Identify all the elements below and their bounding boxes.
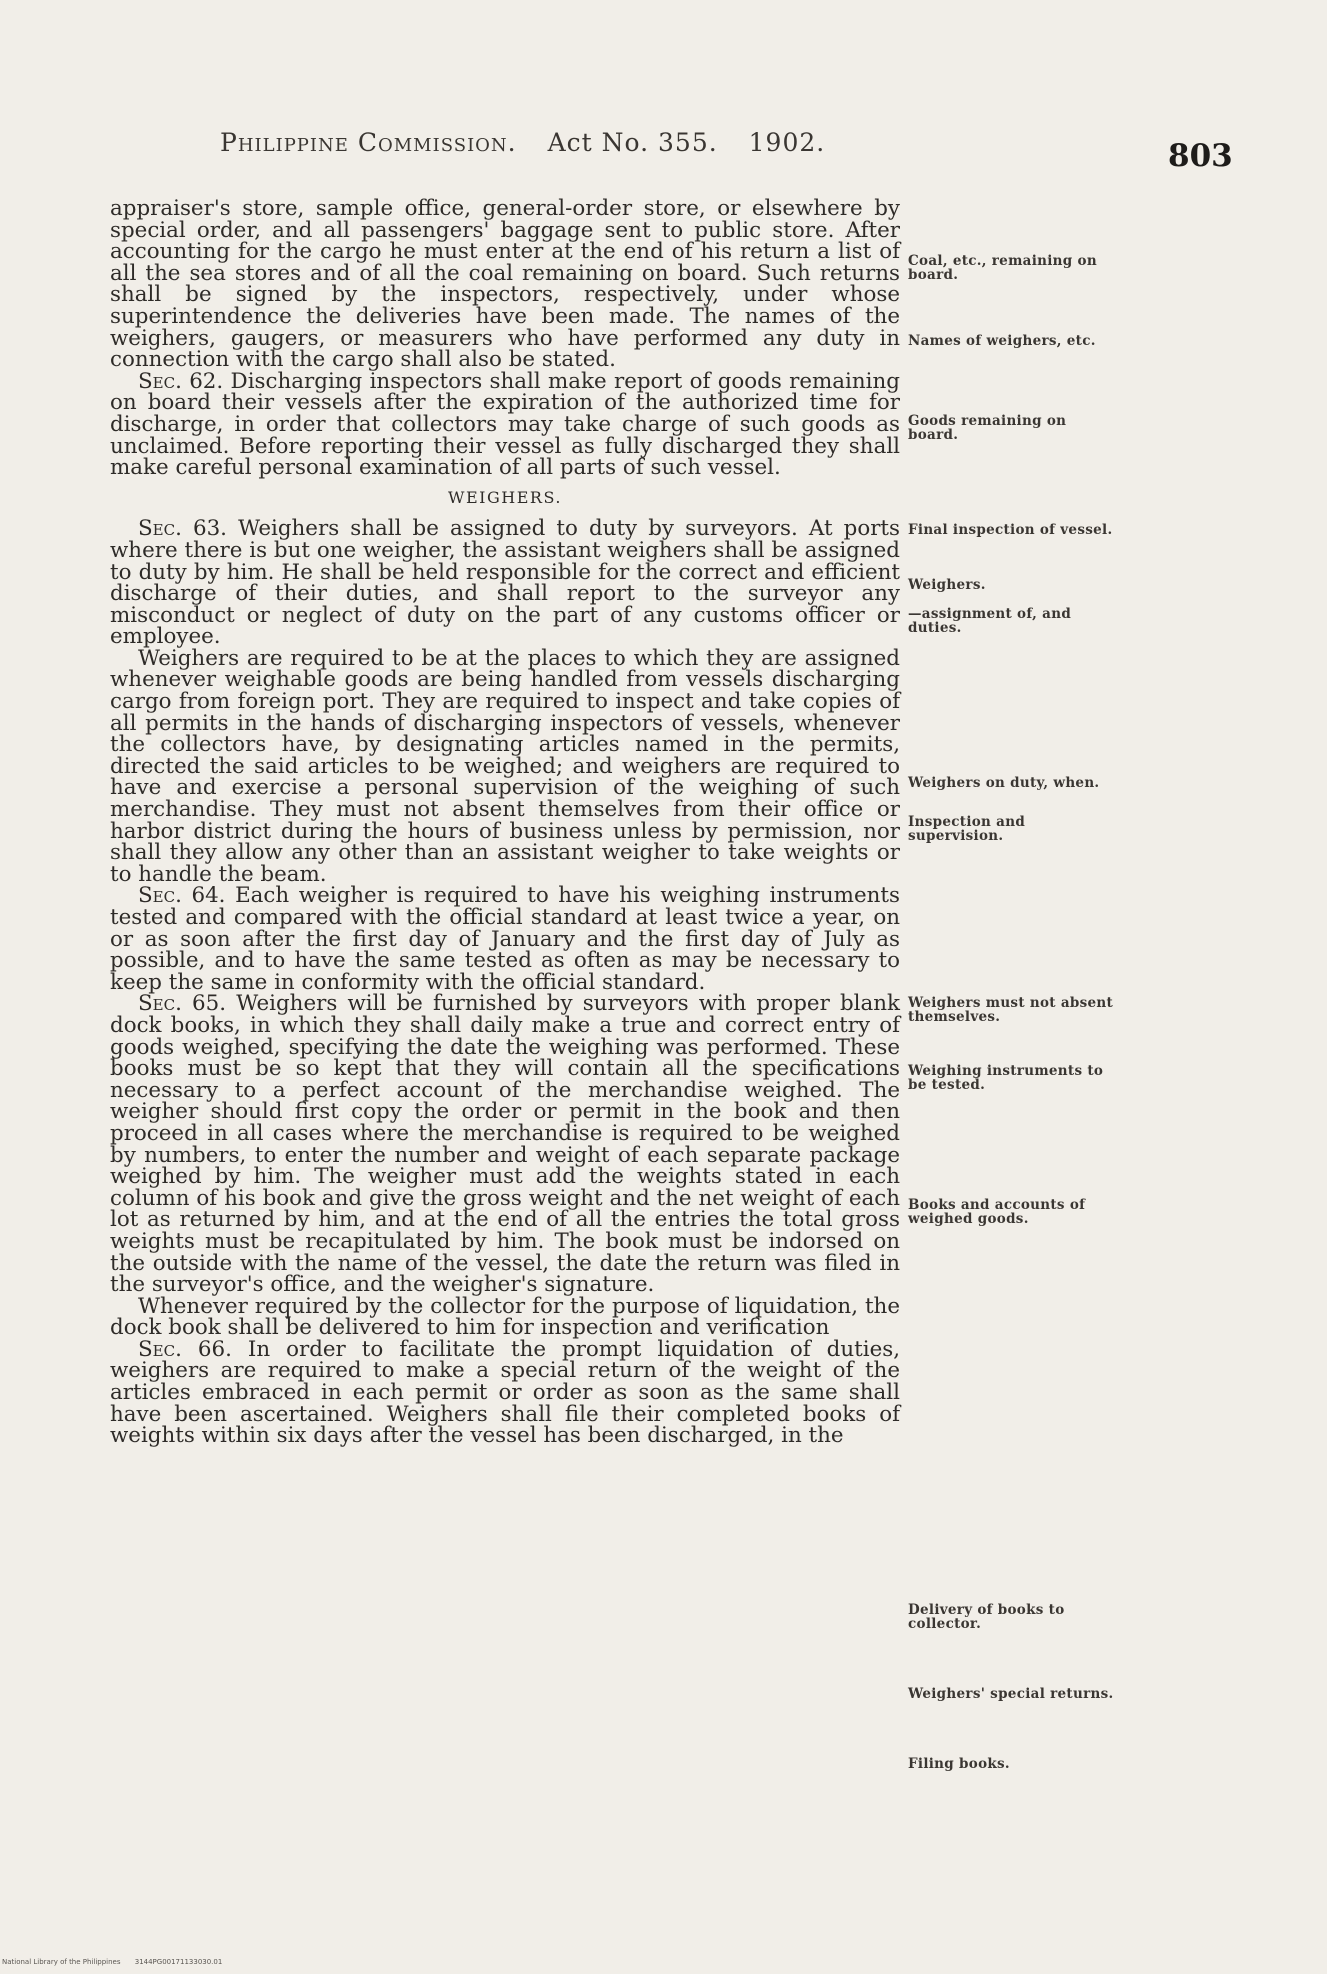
paragraph-sec-66 [110, 1336, 901, 1449]
margin-note: Names of weighers, etc. [908, 333, 1096, 349]
paragraph-text: In order to facilitate the prompt liquidation of duties, weighers are required to make a special return of the weight of the articles embraced in each permit or order as soon as the same shall have been ascertained. Weighers shall file their completed books of weights within six days after the vessel has been discharged, in the [110, 1336, 901, 1449]
paragraph-text: Weighers will be furnished by surveyors with proper blank dock books, in which they shall daily make a true and correct entry of goods weighed, specifying the date the weighing was performed. These books must be so kept that they will contain all the specifications necessary to a perfect account of the merchandise weighed. The weigher should first copy the order or permit in the book and then proceed in all cases where the merchandise is required to be weighed by numbers, to enter the number and weight of each separate package weighed by him. The weigher must add the weights stated in each column of his book and give the gross weight and the net weight of each lot as returned by him, and at the end of all the entries the total gross weights must be recapitulated by him. The book must be indorsed on the outside with the name of the vessel, the date the return was filed in the surveyor's office, and the weigher's signature. [110, 991, 900, 1298]
paragraph-sec-63 [110, 518, 900, 648]
footer-library: National Library of the Philippines [2, 1958, 121, 1966]
margin-note: Coal, etc., remaining on board. [908, 253, 1097, 283]
paragraph-text: Each weigher is required to have his weighing instruments tested and compared with the official standard at least twice a year, on or as soon after the first day of January and the first day of July as possible, and to have the same tested as often as may be necessary to keep the same in conformity with the official standard. [110, 883, 900, 995]
section-number: Sec. 66. [138, 1336, 232, 1362]
header-title: Philippine Commission. [220, 128, 517, 157]
margin-note: Weighers on duty, when. [908, 775, 1100, 791]
margin-note: Weighers must not absent themselves. [908, 995, 1114, 1025]
running-header [220, 128, 1220, 157]
margin-note: Inspection and supervision. [908, 814, 1026, 844]
paragraph-weighers-duty: Weighers are required to be at the places to which they are assigned whenever weighable goods are being handled from vessels discharging cargo from foreign port. They are required to inspect and take copies of all permits in the hands of discharging inspectors of vessels, whenever the collectors have, by designating articles named in the permits, directed the said articles to be weighed; and weighers are required to have and exercise a personal supervision of the weighing of such merchandise. They must not absent themselves from their office or harbor district during the hours of business unless by permission, nor shall they allow any other than an assistant weigher to take weights or to handle the beam. [110, 645, 900, 887]
section-number: Sec. 64. [138, 883, 226, 909]
margin-note: Goods remaining on board. [908, 413, 1067, 443]
margin-note: Weighers. [908, 577, 986, 593]
margin-note: Weighers' special returns. [908, 1686, 1114, 1702]
paragraph-continuation: appraiser's store, sample office, general-order store, or elsewhere by special order, and all passengers' baggage sent to public store. After accounting for the cargo he must enter at the end of his return a list of all the sea stores and of all the coal remaining on board. Such returns shall be signed by the inspectors, respectively, under whose superintendence the deliveries have been made. The names of the weighers, gaugers, or measurers who have performed any duty in connection with the cargo shall also be stated. [110, 196, 900, 373]
margin-note: Final inspection of vessel. [908, 522, 1113, 538]
page-number: 803 [1168, 138, 1233, 174]
margin-note: Filing books. [908, 1756, 1010, 1772]
section-number: Sec. 62. [138, 368, 224, 394]
section-number: Sec. 63. [138, 516, 227, 542]
margin-note: Weighing instruments to be tested. [908, 1063, 1104, 1093]
paragraph-sec-62 [110, 368, 900, 481]
margin-note: Delivery of books to collector. [908, 1602, 1065, 1632]
margin-note: Books and accounts of weighed goods. [908, 1197, 1086, 1227]
paragraph-text: Weighers shall be assigned to duty by surveyors. At ports where there is but one weigher, the assistant weighers shall be assigned to duty by him. He shall be held responsible for the correct and efficient discharge of their duties, and shall report to the surveyor any misconduct or neglect of duty on the part of any customs officer or employee. [110, 516, 900, 650]
footer-id: 3144PG00171133030.01 [134, 1958, 223, 1966]
scan-footer [2, 1958, 234, 1966]
header-year: 1902. [748, 128, 826, 157]
header-act: Act No. 355. [547, 128, 718, 157]
paragraph-liquidation: Whenever required by the collector for the purpose of liquidation, the dock book shall be delivered to him for inspection and verification [110, 1293, 900, 1341]
paragraph-sec-65 [110, 991, 900, 1298]
section-number: Sec. 65. [138, 991, 227, 1017]
margin-note: —assignment of, and duties. [908, 606, 1072, 636]
body-text [110, 198, 900, 1447]
paragraph-text: Discharging inspectors shall make report of goods remaining on board their vessels after the expiration of the authorized time for discharge, in order that collectors may take charge of such goods as unclaimed. Before reporting their vessel as fully discharged they shall make careful personal examination of all parts of such vessel. [110, 368, 900, 481]
section-heading: WEIGHERS. [448, 487, 562, 507]
paragraph-sec-64 [110, 885, 900, 993]
